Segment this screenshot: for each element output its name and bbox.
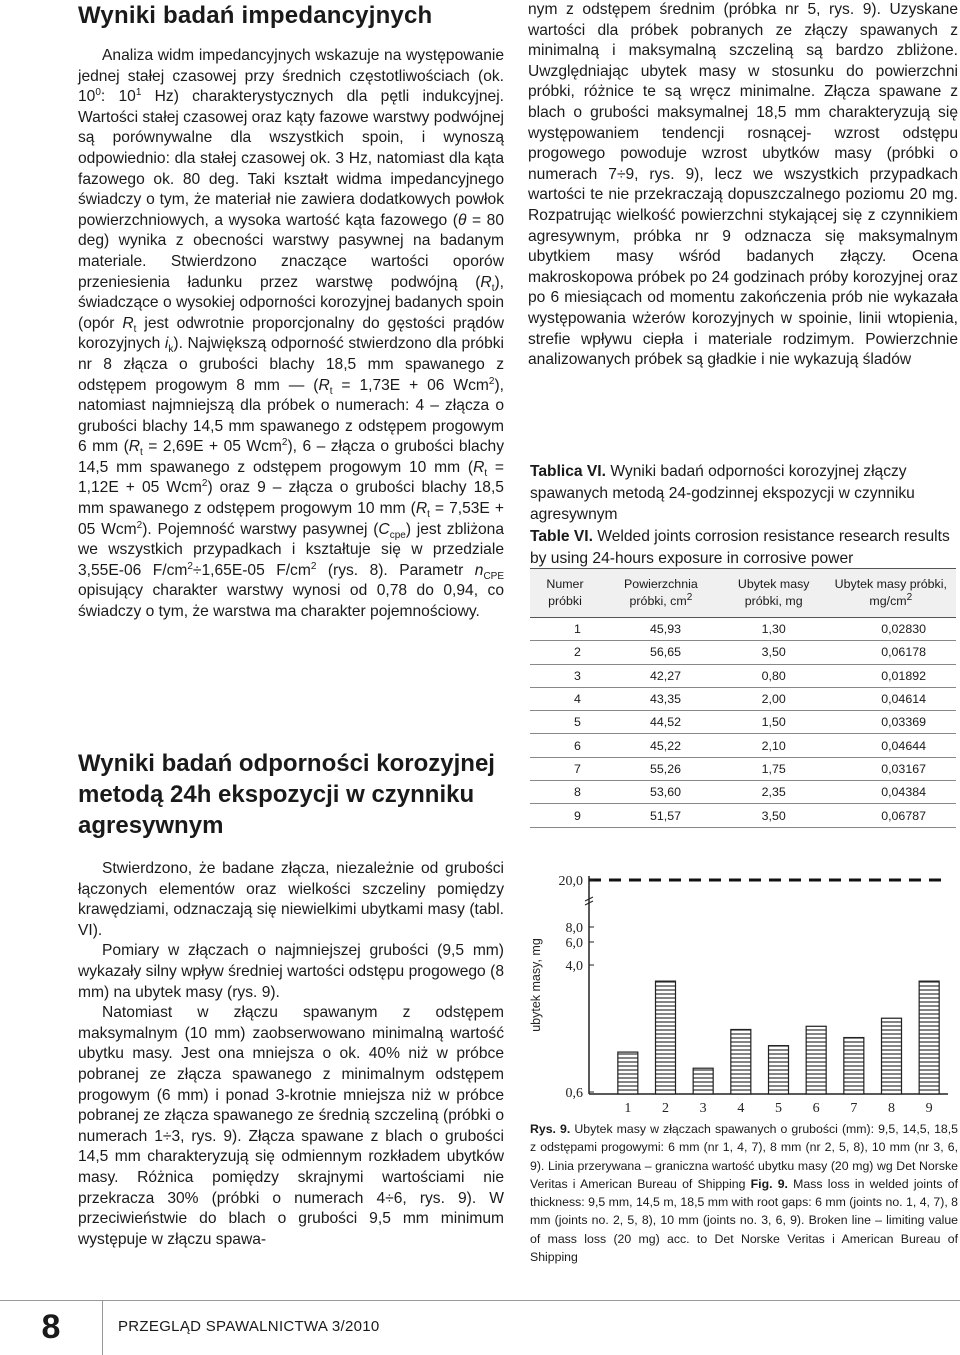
table-caption-en: Table VI. Welded joints corrosion resistance research results by using 24-hours exposure in corrosive power: [530, 528, 950, 567]
table-cell: 5: [530, 711, 600, 734]
table-cell: 1,30: [722, 618, 826, 641]
table-row: [530, 734, 956, 757]
x-tick-label: 2: [662, 1101, 669, 1116]
x-tick-label: 8: [888, 1101, 895, 1116]
table-cell: 0,04384: [826, 781, 956, 804]
table-row: [530, 664, 956, 687]
table-cell: 3: [530, 664, 600, 687]
paragraph-corrosion: [78, 859, 504, 1250]
table-cell: 45,22: [600, 734, 722, 757]
bar-9: [919, 981, 939, 1094]
paragraph-corrosion-1: Stwierdzono, że badane złącza, niezależnie od grubości łączonych elementów oraz wielkości szczeliny pomiędzy krawędziami, odznaczają się niewielkimi ubytkami masy (tabl. VI).: [78, 860, 504, 939]
table-header: Ubytek masy próbki, $mg/cm^2$: [826, 569, 956, 618]
table-header: Ubytek masy próbki, mg: [722, 569, 826, 618]
table-cell: 55,26: [600, 757, 722, 780]
paragraph-continued: nym z odstępem średnim (próbka nr 5, rys. 9). Uzyskane wartości dla próbek pobranych ze złączy spawanych z minimalną i maksymalną szczeliną są bardzo zbliżone. Uwzględniając ubytek masy w stosunku do powierzchni próbki, różnice te są wręcz minimalne. Złącza spawane z blach o grubości maksymalnej 18,5 mm charakteryzują się występowaniem tendencji rosnącej- wzrost odstępu progowego powoduje wzrost ubytków masy (próbki o numerach 7÷9, rys. 9), lecz we wszystkich przypadkach wartości te nie przekraczają dopuszczalnego poziomu 20 mg. Rozpatrując wielkość powierzchni stykającej się z czynnikiem agresywnym, próbka nr 9 odznacza się maksymalnym ubytkiem masy wśród badanych złączy. Ocena makroskopowa próbek po 24 godzinach próby korozyjnej oraz po 6 miesiącach od momentu zakończenia prób nie wykazała występowania wżerów korozyjnych w spoinie, linii wtopienia, strefie wpływu ciepła i materiale rodzimym. Powierzchnie analizowanych próbek są gładkie i nie wykazują śladów: [528, 1, 958, 369]
table-cell: 3,50: [722, 804, 826, 827]
x-tick-label: 9: [925, 1101, 933, 1116]
table-cell: 2,00: [722, 687, 826, 710]
bar-2: [656, 981, 676, 1094]
table-cell: 9: [530, 804, 600, 827]
table-cell: 43,35: [600, 687, 722, 710]
table-cell: 4: [530, 687, 600, 710]
table-caption-pl: Tablica VI. Wyniki badań odporności korozyjnej złączy spawanych metodą 24-godzinnej ekspozycji w czynniku agresywnym: [530, 463, 915, 523]
table-row: [530, 804, 956, 827]
table-row: [530, 757, 956, 780]
table-row: [530, 618, 956, 641]
x-tick-label: 6: [812, 1101, 820, 1116]
paragraph-corrosion-2: Pomiary w złączach o najmniejszej grubości (9,5 mm) wykazały silny wpływ średniej wartości odstępu progowego (8 mm) na ubytek masy (rys. 9).: [78, 942, 504, 1001]
table-row: [530, 641, 956, 664]
bar-7: [844, 1038, 864, 1094]
y-axis-title: ubytek masy, mg: [529, 938, 543, 1032]
table-cell: 6: [530, 734, 600, 757]
page-number: 8: [0, 1300, 103, 1355]
paragraph-corrosion-3: Natomiast w złączu spawanym z odstępem maksymalnym (10 mm) zaobserwowano minimalną wartość ubytku masy. Jest ona mniejsza o ok. 40% niż w próbce pobranej ze złącza spawanego z minimalnym odstępem progowym (6 mm) i ponad 3-krotnie mniejsza niż w próbce pobranej ze złącza spawanego ze średnią szczeliną (próbki o numerach 1÷3, rys. 9). Złącza spawane z blach o grubości 14,5 mm charakteryzują się odmiennym rozkładem ubytków masy. Różnica pomiędzy skrajnymi wartościami nie przekracza 30% (próbki o numerach 4÷6, rys. 9). W przeciwieństwie do blach o grubości 9,5 mm minimum występuje w złączu spawa-: [78, 1004, 504, 1248]
bar-1: [618, 1052, 638, 1094]
table-row: [530, 687, 956, 710]
table-row: [530, 711, 956, 734]
table-cell: 51,57: [600, 804, 722, 827]
bar-5: [769, 1046, 789, 1094]
table-header: Numer próbki: [530, 569, 600, 618]
table-cell: 0,01892: [826, 664, 956, 687]
footer-divider: [0, 1300, 960, 1301]
y-tick-label: 6,0: [565, 936, 583, 951]
table-cell: 42,27: [600, 664, 722, 687]
bar-4: [731, 1030, 751, 1095]
section-heading-corrosion: Wyniki badań odporności korozyjnej metodą 24h ekspozycji w czynniku agresywnym: [78, 750, 495, 839]
table-cell: 0,06178: [826, 641, 956, 664]
table-cell: 0,06787: [826, 804, 956, 827]
journal-name: PRZEGLĄD SPAWALNICTWA 3/2010: [118, 1318, 380, 1335]
x-tick-label: 5: [775, 1101, 782, 1116]
table-cell: 44,52: [600, 711, 722, 734]
table-cell: 0,03167: [826, 757, 956, 780]
y-tick-label: 4,0: [565, 959, 583, 974]
table-cell: 2,10: [722, 734, 826, 757]
table-cell: 53,60: [600, 781, 722, 804]
table-header: Powierzchnia próbki, $cm^2$: [600, 569, 722, 618]
figure-caption: Rys. 9. Ubytek masy w złączach spawanych o grubości (mm): 9,5, 14,5, 18,5 z odstępami progowymi: 6 mm (nr 1, 4, 7), 8 mm (nr 2, 5, 8), 10 mm (nr 3, 6, 9). Linia przerywana – graniczna wartość ubytku masy (20 mg) wg Det Norske Veritas i American Bureau of Shipping Fig. 9. Mass loss in welded joints of thickness: 9,5 mm, 14,5 m, 18,5 mm with root gaps: 6 mm (joints no. 1, 4, 7), 8 mm (joints no. 2, 5, 8), 10 mm (joints no. 3, 6, 9). Broken line – limiting value of mass loss (20 mg) acc. to Det Norske Veritas i American Bureau of Shipping: [530, 1122, 958, 1265]
bar-8: [882, 1018, 902, 1094]
bar-3: [693, 1068, 713, 1094]
paragraph-impedance: Analiza widm impedancyjnych wskazuje na występowanie jednej stałej czasowej przy średnich częstotliwościach (ok. $10^0$: $10^1$ Hz) charakterystycznych dla pętli indukcyjnej. Wartości stałej czasowej oraz kąty fazowe warstwy podwójnej są porównywalne dla wszystkich spoin, i wynoszą odpowiednio: dla stałej czasowej ok. 3 Hz, natomiast dla kąta fazowego ok. 80 deg. Taki kształt widma impedancyjnego świadczy o tym, że materiał nie zawiera dodatkowych powłok powierzchniowych, a wysoka wartość kąta fazowego (θ = 80 deg) wynika z obecności warstwy pasywnej na badanym materiale. Stwierdzono znaczące wartości oporów przeniesienia ładunku przez warstwę podwójną $(R_t)$, świadczące o wysokiej odporności korozyjnej badanych spoin (opór $R_t$ jest odwrotnie proporcjonalny do gęstości prądów korozyjnych $i_k$). Największą odporność stwierdzono dla próbki nr 8 złącza o grubości blachy 18,5 mm spawanego z odstępem progowym 8 mm — ($R_t = 1,73E + 06$ Wcm$^2$), natomiast najmniejszą dla próbek o numerach: 4 – złącza o grubości blachy 14,5 mm spawanego z odstępem progowym 6 mm ($R_t = 2,69E + 05$ Wcm$^2$), 6 – złącza o grubości blachy 14,5 mm spawanego z odstępem progowym 10 mm ($R_t = 1,12E + 05$ Wcm$^2$) oraz 9 – złącza o grubości blachy 18,5 mm spawanego z odstępem progowym 10 mm ($R_t = 7,53E + 05$ Wcm$^2$). Pojemność warstwy pasywnej $(C_{cpe})$ jest zbliżona we wszystkich przypadkach i kształtuje się w przedziale 3,55E-06 $F/cm^2\div 1,65E-05$ $F/cm^2$ (rys. 8). Parametr $n_{CPE}$ opisujący charakter warstwy wynosi od 0,78 do 0,94, co świadczy o tym, że warstwa ma charakter pojemnościowy.: [78, 47, 505, 621]
table-cell: 1: [530, 618, 600, 641]
table-cell: 1,50: [722, 711, 826, 734]
table-row: [530, 781, 956, 804]
table-cell: 2,35: [722, 781, 826, 804]
table-cell: 3,50: [722, 641, 826, 664]
x-tick-label: 3: [699, 1101, 707, 1116]
table-cell: 2: [530, 641, 600, 664]
table-cell: 45,93: [600, 618, 722, 641]
y-tick-label: 0,6: [565, 1086, 583, 1101]
table-cell: 0,80: [722, 664, 826, 687]
table-cell: 0,02830: [826, 618, 956, 641]
y-tick-label: 20,0: [558, 874, 583, 889]
bar-6: [806, 1026, 826, 1094]
section-heading-impedance: Wyniki badań impedancyjnych: [78, 2, 433, 29]
x-tick-label: 4: [737, 1101, 745, 1116]
table-cell: 7: [530, 757, 600, 780]
table-cell: 8: [530, 781, 600, 804]
table-cell: 0,03369: [826, 711, 956, 734]
table-cell: 0,04614: [826, 687, 956, 710]
x-tick-label: 1: [624, 1101, 632, 1116]
results-table: [530, 568, 956, 828]
y-tick-label: 8,0: [565, 921, 583, 936]
mass-loss-chart: [528, 868, 958, 1118]
table-cell: 56,65: [600, 641, 722, 664]
table-cell: 0,04644: [826, 734, 956, 757]
x-tick-label: 7: [850, 1101, 858, 1116]
table-cell: 1,75: [722, 757, 826, 780]
